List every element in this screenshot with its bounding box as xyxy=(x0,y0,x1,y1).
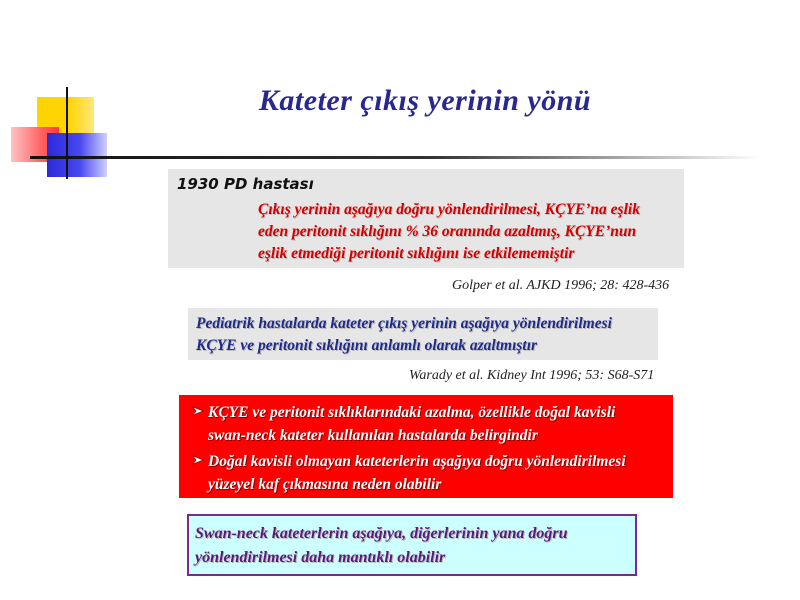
conclusion-line: yönlendirilmesi daha mantıklı olabilir xyxy=(195,549,446,566)
slide-title: Kateter çıkış yerinin yönü xyxy=(258,84,592,117)
title-divider-line xyxy=(30,156,762,159)
study2-text xyxy=(196,313,656,357)
bullet-item xyxy=(208,401,615,447)
bullet-item xyxy=(208,450,626,496)
study1-line: eşlik etmediği peritonit sıklığını ise etkilememiştir xyxy=(258,245,575,262)
study1-line: eden peritonit sıklığını % 36 oranında azaltmış, KÇYE’nun xyxy=(258,223,637,240)
conclusion-line: Swan-neck kateterlerin aşağıya, diğerlerinin yana doğru xyxy=(195,525,568,542)
arrow-bullet-icon xyxy=(192,454,204,466)
bullet-line: swan-neck kateter kullanılan hastalarda belirgindir xyxy=(208,427,538,444)
logo-square-blue xyxy=(47,133,107,177)
study2-line: KÇYE ve peritonit sıklığını anlamlı olarak azaltmıştır xyxy=(196,337,538,354)
arrow-bullet-icon xyxy=(192,405,204,417)
bullet-line: KÇYE ve peritonit sıklıklarındaki azalma, özellikle doğal kavisli xyxy=(208,404,616,421)
conclusion-text xyxy=(195,522,635,570)
bullet-line: Doğal kavisli olmayan kateterlerin aşağıya doğru yönlendirilmesi xyxy=(208,453,626,470)
study2-line: Pediatrik hastalarda kateter çıkış yerinin aşağıya yönlendirilmesi xyxy=(196,315,612,332)
study1-reference: Golper et al. AJKD 1996; 28: 428-436 xyxy=(452,278,670,293)
study2-reference: Warady et al. Kidney Int 1996; 53: S68-S71 xyxy=(409,368,655,383)
bullet-line: yüzeyel kaf çıkmasına neden olabilir xyxy=(208,476,442,493)
study1-text xyxy=(258,199,686,265)
logo-vertical-line xyxy=(66,87,68,179)
study1-heading: 1930 PD hastası xyxy=(177,175,314,193)
study1-line: Çıkış yerinin aşağıya doğru yönlendirilmesi, KÇYE’na eşlik xyxy=(258,201,640,218)
